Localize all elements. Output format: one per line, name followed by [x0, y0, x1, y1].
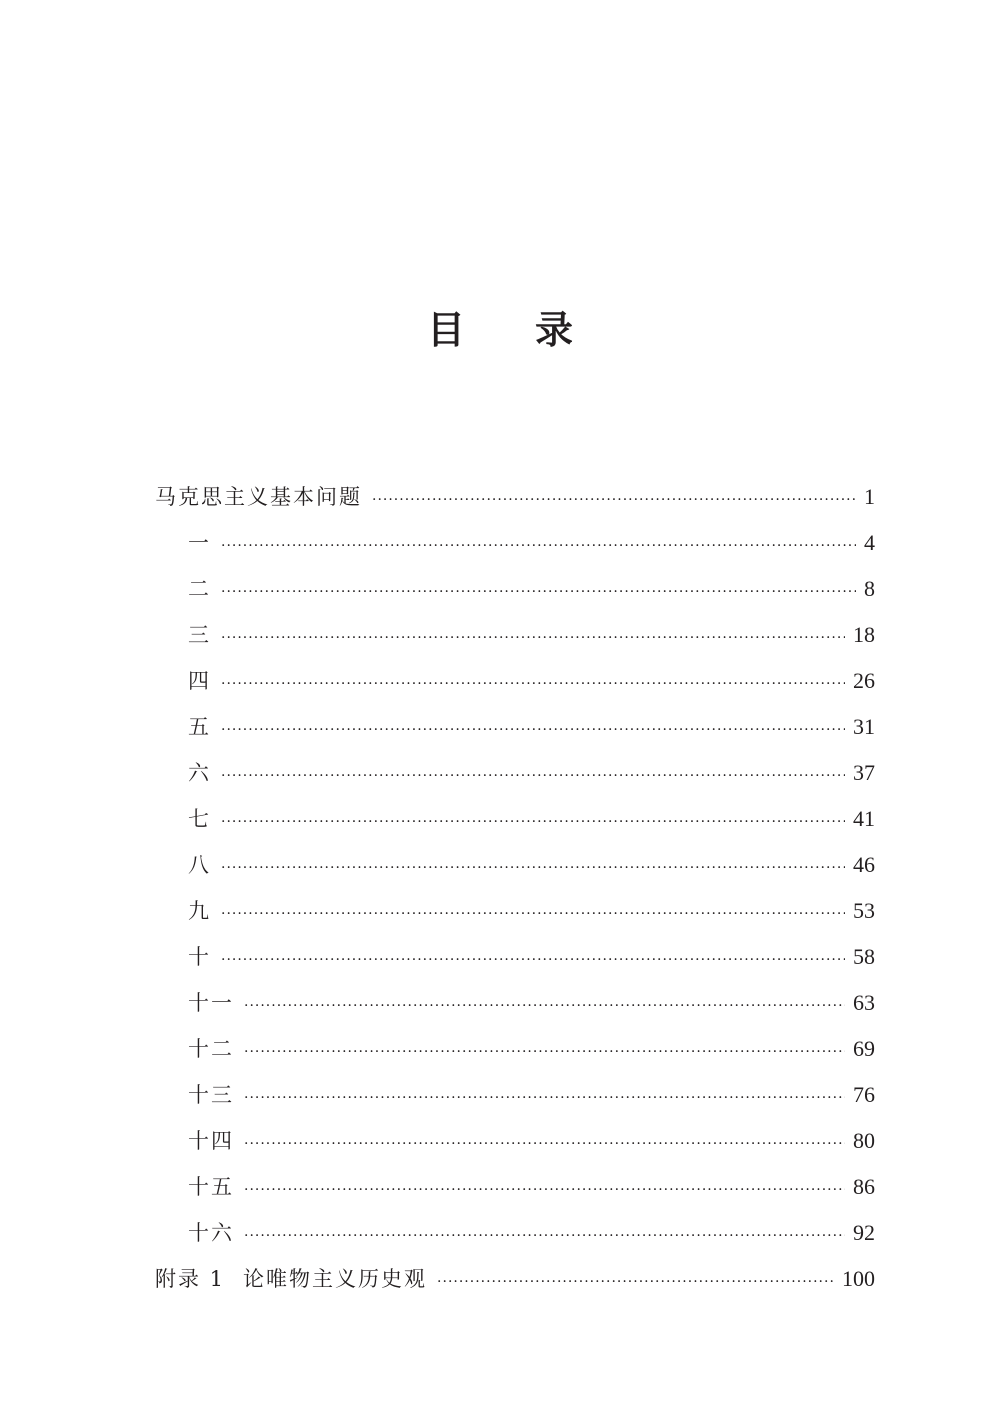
toc-entry-title: 四 — [188, 669, 211, 693]
toc-entry-page: 37 — [853, 760, 875, 785]
toc-entry-title — [155, 1256, 427, 1302]
page-title-char-1: 目 — [426, 308, 465, 352]
toc-entry-page: 86 — [853, 1174, 875, 1199]
page-title — [0, 300, 1000, 360]
dot-leader — [221, 615, 845, 661]
toc-entry-title: 六 — [188, 761, 211, 785]
dot-leader — [221, 937, 845, 983]
dot-leader — [221, 569, 856, 615]
dot-leader — [244, 1029, 845, 1075]
toc-entry-page: 63 — [853, 990, 875, 1015]
toc-entry-title: 马克思主义基本问题 — [155, 485, 362, 509]
page-title-char-2: 录 — [535, 308, 574, 352]
dot-leader — [221, 523, 856, 569]
toc-entry[interactable] — [155, 888, 875, 934]
toc-entry-title: 五 — [188, 715, 211, 739]
toc-entry[interactable] — [155, 1072, 875, 1118]
toc-entry[interactable] — [155, 750, 875, 796]
toc-entry[interactable] — [155, 796, 875, 842]
appendix-prefix: 附录 1 — [155, 1267, 226, 1291]
toc-entry[interactable] — [155, 520, 875, 566]
toc-entry-title: 三 — [188, 623, 211, 647]
toc-entry[interactable] — [155, 980, 875, 1026]
toc-entry-page: 100 — [842, 1266, 875, 1291]
toc-entry-page: 69 — [853, 1036, 875, 1061]
toc-entry-title: 二 — [188, 577, 211, 601]
dot-leader — [221, 707, 845, 753]
table-of-contents — [155, 474, 875, 1302]
toc-entry[interactable] — [155, 474, 875, 520]
toc-entry[interactable] — [155, 612, 875, 658]
toc-entry-page: 18 — [853, 622, 875, 647]
dot-leader — [437, 1259, 834, 1305]
toc-entry[interactable] — [155, 1210, 875, 1256]
toc-entry-page: 53 — [853, 898, 875, 923]
toc-entry-title: 十五 — [188, 1175, 234, 1199]
toc-entry[interactable] — [155, 1026, 875, 1072]
dot-leader — [244, 1075, 845, 1121]
dot-leader — [221, 799, 845, 845]
toc-entry-title: 十三 — [188, 1083, 234, 1107]
toc-entry[interactable] — [155, 566, 875, 612]
toc-entry[interactable] — [155, 1118, 875, 1164]
toc-entry-title: 七 — [188, 807, 211, 831]
toc-entry-page: 31 — [853, 714, 875, 739]
toc-entry[interactable] — [155, 658, 875, 704]
toc-entry-page: 8 — [864, 576, 875, 601]
toc-entry-title: 十二 — [188, 1037, 234, 1061]
dot-leader — [244, 1167, 845, 1213]
toc-entry-appendix[interactable] — [155, 1256, 875, 1302]
dot-leader — [244, 983, 845, 1029]
toc-entry-page: 41 — [853, 806, 875, 831]
dot-leader — [221, 845, 845, 891]
dot-leader — [372, 477, 856, 523]
toc-entry[interactable] — [155, 934, 875, 980]
toc-entry-page: 92 — [853, 1220, 875, 1245]
toc-entry-title: 一 — [188, 531, 211, 555]
toc-entry-page: 46 — [853, 852, 875, 877]
toc-entry[interactable] — [155, 704, 875, 750]
toc-entry-page: 4 — [864, 530, 875, 555]
dot-leader — [244, 1121, 845, 1167]
toc-entry-title: 八 — [188, 853, 211, 877]
appendix-title: 论唯物主义历史观 — [243, 1267, 428, 1291]
dot-leader — [221, 661, 845, 707]
toc-entry[interactable] — [155, 1164, 875, 1210]
dot-leader — [244, 1213, 845, 1259]
toc-entry[interactable] — [155, 842, 875, 888]
toc-entry-title: 十六 — [188, 1221, 234, 1245]
toc-entry-page: 80 — [853, 1128, 875, 1153]
toc-entry-page: 58 — [853, 944, 875, 969]
toc-entry-page: 76 — [853, 1082, 875, 1107]
toc-entry-title: 九 — [188, 899, 211, 923]
toc-entry-title: 十四 — [188, 1129, 234, 1153]
dot-leader — [221, 753, 845, 799]
toc-entry-title: 十 — [188, 945, 211, 969]
toc-entry-page: 1 — [864, 484, 875, 509]
toc-entry-title: 十一 — [188, 991, 234, 1015]
toc-entry-page: 26 — [853, 668, 875, 693]
dot-leader — [221, 891, 845, 937]
